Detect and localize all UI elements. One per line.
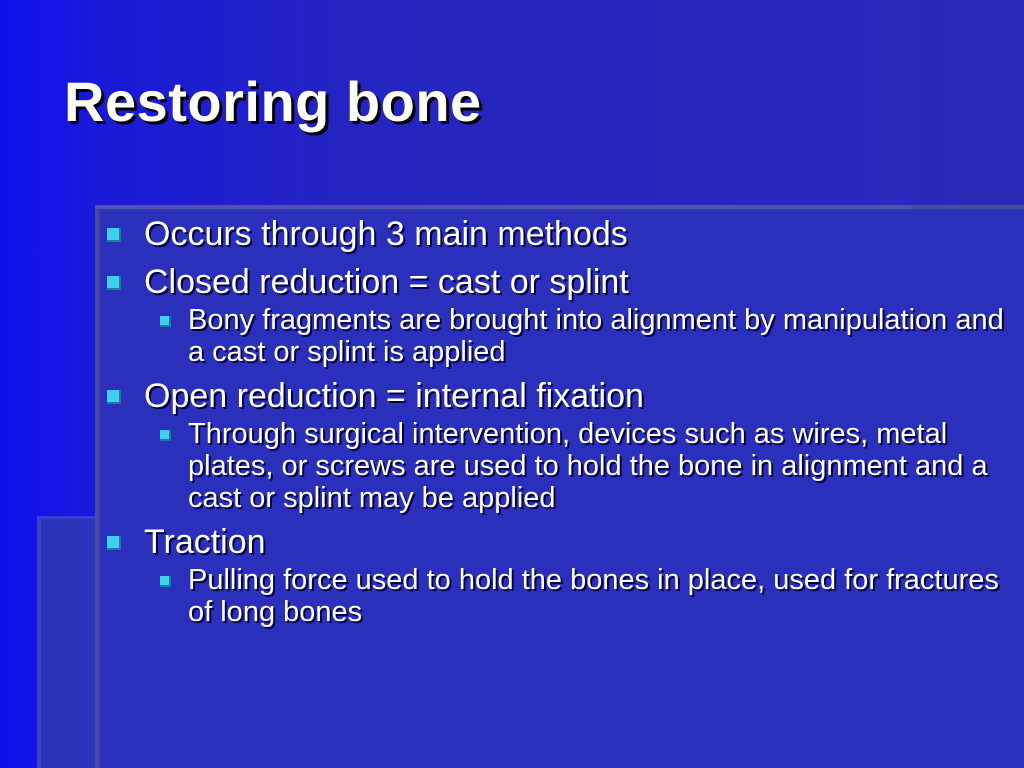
bullet-item <box>104 262 1004 368</box>
bullet-item <box>104 522 1004 628</box>
bullet-text: Open reduction = internal fixation <box>144 377 644 415</box>
square-bullet-icon <box>160 576 171 587</box>
square-bullet-icon <box>107 228 121 242</box>
bullet-text: Occurs through 3 main methods <box>144 215 628 253</box>
panel-top-edge <box>95 205 913 209</box>
bullet-text: Traction <box>144 523 266 561</box>
sub-bullet-item <box>104 564 1004 628</box>
slide-title: Restoring bone <box>64 70 482 133</box>
square-bullet-icon <box>107 536 121 550</box>
square-bullet-icon <box>107 390 121 404</box>
bullet-text: Closed reduction = cast or splint <box>144 263 629 301</box>
sub-bullet-list <box>144 564 1004 628</box>
bullet-list <box>104 214 1004 636</box>
bullet-item <box>104 376 1004 514</box>
square-bullet-icon <box>107 276 121 290</box>
sub-bullet-list <box>144 304 1004 368</box>
sub-bullet-text: Through surgical intervention, devices such as wires, metal plates, or screws are used to hold the bone in alignment and a cast or splint may be applied <box>188 418 988 514</box>
square-bullet-icon <box>160 430 171 441</box>
sub-bullet-item <box>104 304 1004 368</box>
sub-bullet-text: Pulling force used to hold the bones in place, used for fractures of long bones <box>188 564 999 628</box>
bullet-item <box>104 214 1004 254</box>
sub-bullet-list <box>144 418 1004 514</box>
sub-bullet-item <box>104 418 1004 514</box>
sub-bullet-text: Bony fragments are brought into alignment by manipulation and a cast or splint is applied <box>188 304 1004 368</box>
square-bullet-icon <box>160 316 171 327</box>
